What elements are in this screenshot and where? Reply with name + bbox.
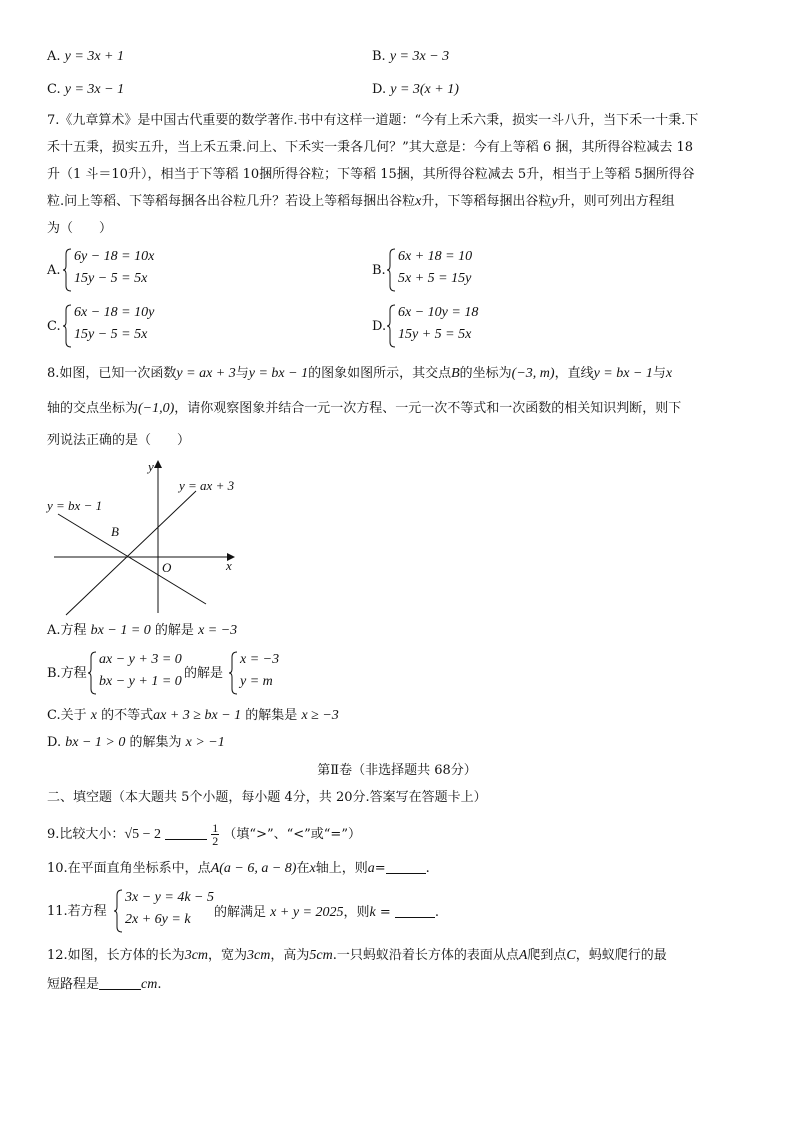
q8-line-2: 轴的交点坐标为(−1,0)，请你观察图象并结合一元一次方程、一元一次不等式和一次函数的相关知识判断，则下 — [47, 401, 682, 416]
q6-option-b: B. y = 3x − 3 — [372, 49, 450, 64]
q12-line-1: 12.如图，长方体的长为3cm，宽为3cm，高为5cm.一只蚂蚁沿着长方体的表面从点A爬到点C，蚂蚁爬行的最 — [47, 948, 667, 963]
q9-answer-blank[interactable] — [165, 825, 207, 840]
origin-label: O — [162, 560, 172, 575]
q8-option-b-system: ax − y + 3 = 0 bx − y + 1 = 0 — [87, 651, 197, 695]
brace-icon — [62, 304, 72, 348]
q7-option-d-label: D. — [372, 319, 387, 334]
q7-line-4: 粒.问上等稻、下等稻每捆各出谷粒几升？若设上等稻每捆出谷粒x升，下等稻每捆出谷粒y升，则可列出方程组 — [47, 194, 675, 209]
y-axis-label: y — [148, 459, 154, 474]
q11-pre: 11.若方程 — [47, 904, 107, 919]
q8-line-1: 8.如图，已知一次函数y = ax + 3与y = bx − 1的图象如图所示，其交点B的坐标为(−3, m)，直线y = bx − 1与x — [47, 366, 673, 381]
line-bx-minus-1 — [58, 514, 206, 604]
q8-option-a: A.方程 bx − 1 = 0 的解是 x = −3 — [47, 623, 238, 638]
q7-line-5: 为（ ） — [47, 221, 113, 236]
q9: 9.比较大小：√5 − 2 $\frac{1}{2}$ （填“>”、“<”或“=”） — [47, 821, 361, 848]
q11-rest: 的解满足 x + y = 2025，则k = . — [214, 905, 440, 920]
q8-option-b-solution: x = −3 y = m — [228, 651, 308, 695]
q7-option-b-system: 6x + 18 = 10 5x + 5 = 15y — [386, 248, 526, 292]
q11-answer-blank[interactable] — [395, 903, 435, 918]
q11-system: 3x − y = 4k − 5 2x + 6y = k — [113, 889, 223, 933]
x-axis-label: x — [226, 558, 232, 573]
q8-graph — [40, 455, 260, 620]
q7-option-b-label: B. — [372, 263, 386, 278]
q6-option-c: C. y = 3x − 1 — [47, 82, 125, 97]
q7-option-a-system: 6y − 18 = 10x 15y − 5 = 5x — [62, 248, 202, 292]
q8-option-c: C.关于 x 的不等式ax + 3 ≥ bx − 1 的解集是 x ≥ −3 — [47, 708, 339, 723]
q7-line-2: 禾十五秉，损实五升，当上禾五秉.问上、下禾实一秉各几何？”其大意是：今有上等稻 6 捆，其所得谷粒减去 18 — [47, 140, 693, 155]
brace-icon — [386, 304, 396, 348]
part-2-title: 第Ⅱ卷（非选择题共 68分） — [317, 763, 477, 778]
q6-option-a: A. y = 3x + 1 — [47, 49, 124, 64]
brace-icon — [386, 248, 396, 292]
q10-answer-blank[interactable] — [386, 859, 426, 874]
q8-option-b-pre: B.方程 — [47, 666, 87, 681]
q12-answer-blank[interactable] — [99, 975, 141, 990]
q7-option-c-system: 6x − 18 = 10y 15y − 5 = 5x — [62, 304, 202, 348]
label-ax-plus-3: y = ax + 3 — [179, 478, 235, 493]
point-b-label: B — [111, 524, 119, 539]
q7-option-a-label: A. — [47, 263, 61, 278]
label-bx-minus-1: y = bx − 1 — [47, 498, 103, 513]
q7-line-1: 7.《九章算术》是中国古代重要的数学著作.书中有这样一道题：“今有上禾六秉，损实一斗八升，当下禾一十秉.下 — [47, 113, 699, 128]
section-heading: 二、填空题（本大题共 5个小题，每小题 4分，共 20分.答案写在答题卡上） — [47, 790, 487, 805]
q7-option-d-system: 6x − 10y = 18 15y + 5 = 5x — [386, 304, 526, 348]
q6-option-d: D. y = 3(x + 1) — [372, 82, 459, 97]
brace-icon — [113, 889, 123, 933]
q8-line-3: 列说法正确的是（ ） — [47, 433, 191, 448]
brace-icon — [87, 651, 97, 695]
q8-option-d: D. bx − 1 > 0 的解集为 x > −1 — [47, 735, 225, 750]
q7-option-c-label: C. — [47, 319, 61, 334]
fraction-one-half: $\frac{1}{2}$ — [212, 821, 219, 848]
brace-icon — [62, 248, 72, 292]
q8-option-b-mid: 的解是 — [184, 666, 224, 681]
q12-line-2: 短路程是 cm. — [47, 977, 162, 992]
q10: 10.在平面直角坐标系中，点A(a − 6, a − 8)在x轴上，则a= . — [47, 861, 430, 876]
q7-line-3: 升（1 斗＝10升），相当于下等稻 10捆所得谷粒；下等稻 15捆，其所得谷粒减去 5升，相当于上等稻 5捆所得谷 — [47, 167, 695, 182]
brace-icon — [228, 651, 238, 695]
